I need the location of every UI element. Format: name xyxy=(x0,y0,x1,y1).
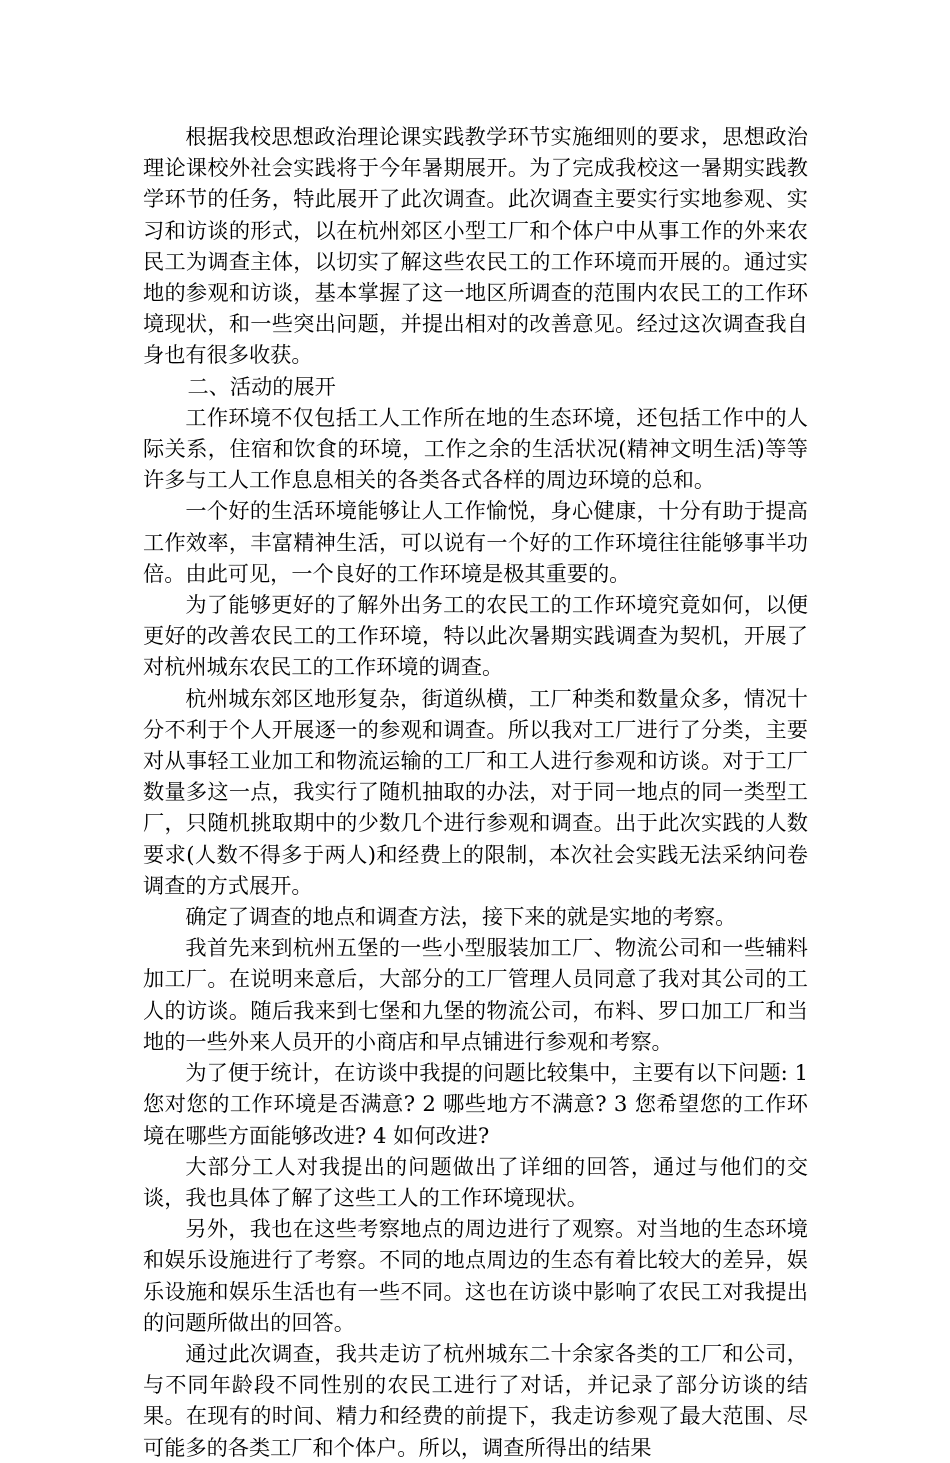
document-body xyxy=(143,121,808,1463)
paragraph-intro: 根据我校思想政治理论课实践教学环节实施细则的要求，思想政治理论课校外社会实践将于今年暑期展开。为了完成我校这一暑期实践教学环节的任务，特此展开了此次调查。此次调查主要实行实地参观、实习和访谈的形式，以在杭州郊区小型工厂和个体户中从事工作的外来农民工为调查主体，以切实了解这些农民工的工作环境而开展的。通过实地的参观和访谈，基本掌握了这一地区所调查的范围内农民工的工作环境现状，和一些突出问题，并提出相对的改善意见。经过这次调查我自身也有很多收获。 xyxy=(143,124,808,368)
section-heading: 二、活动的展开 xyxy=(187,373,336,399)
paragraph-work-environment: 工作环境不仅包括工人工作所在地的生态环境，还包括工作中的人际关系，住宿和饮食的环境，工作之余的生活状况(精神文明生活)等等许多与工人工作息息相关的各类各式各样的周边环境的总和。 xyxy=(143,404,808,493)
paragraph-good-environment: 一个好的生活环境能够让人工作愉悦，身心健康，十分有助于提高工作效率，丰富精神生活，可以说有一个好的工作环境往往能够事半功倍。由此可见，一个良好的工作环境是极其重要的。 xyxy=(143,498,808,586)
paragraph-summary: 通过此次调查，我共走访了杭州城东二十余家各类的工厂和公司，与不同年龄段不同性别的农民工进行了对话，并记录了部分访谈的结果。在现有的时间、精力和经费的前提下，我走访参观了最大范围、尽可能多的各类工厂和个体户。所以，调查所得出的结果 xyxy=(143,1340,808,1460)
paragraph-method: 杭州城东郊区地形复杂，街道纵横，工厂种类和数量众多，情况十分不利于个人开展逐一的参观和调查。所以我对工厂进行了分类，主要对从事轻工业加工和物流运输的工厂和工人进行参观和访谈。对于工厂数量多这一点，我实行了随机抽取的办法，对于同一地点的同一类型工厂，只随机挑取期中的少数几个进行参观和调查。出于此次实践的人数要求(人数不得多于两人)和经费上的限制，本次社会实践无法采纳问卷调查的方式展开。 xyxy=(143,685,808,898)
paragraph-visits: 我首先来到杭州五堡的一些小型服装加工厂、物流公司和一些辅料加工厂。在说明来意后，大部分的工厂管理人员同意了我对其公司的工人的访谈。随后我来到七堡和九堡的物流公司，布料、罗口加工厂和当地的一些外来人员开的小商店和早点铺进行参观和考察。 xyxy=(143,935,808,1054)
paragraph-purpose: 为了能够更好的了解外出务工的农民工的工作环境究竟如何，以便更好的改善农民工的工作环境，特以此次暑期实践调查为契机，开展了对杭州城东农民工的工作环境的调查。 xyxy=(143,592,808,680)
paragraph-transition: 确定了调查的地点和调查方法，接下来的就是实地的考察。 xyxy=(185,904,737,930)
paragraph-observation: 另外，我也在这些考察地点的周边进行了观察。对当地的生态环境和娱乐设施进行了考察。不同的地点周边的生态有着比较大的差异，娱乐设施和娱乐生活也有一些不同。这也在访谈中影响了农民工对我提出的问题所做出的回答。 xyxy=(143,1216,808,1335)
paragraph-questions: 为了便于统计，在访谈中我提的问题比较集中，主要有以下问题: 1 您对您的工作环境是否满意? 2 哪些地方不满意? 3 您希望您的工作环境在哪些方面能够改进? 4 如何改进? xyxy=(143,1060,808,1148)
paragraph-answers: 大部分工人对我提出的问题做出了详细的回答，通过与他们的交谈，我也具体了解了这些工人的工作环境现状。 xyxy=(143,1153,808,1210)
